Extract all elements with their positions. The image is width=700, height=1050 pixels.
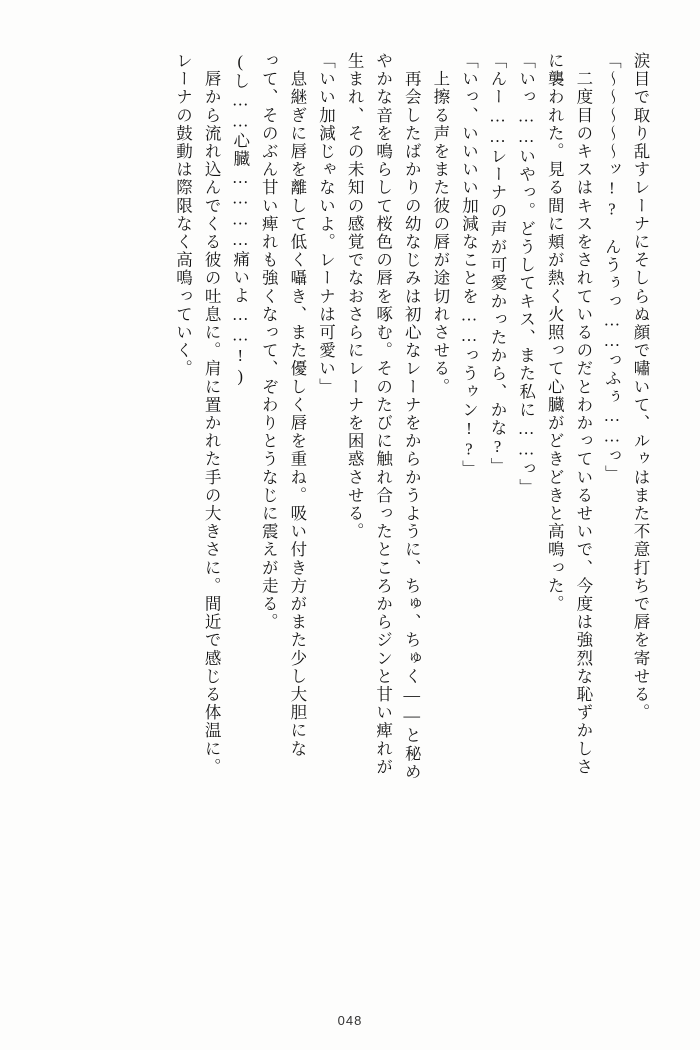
text-line: やかな音を鳴らして桜色の唇を啄む。そのたびに触れ合ったところからジンと甘い痺れが — [373, 52, 393, 776]
text-line: 上擦る声をまた彼の唇が途切れさせる。 — [430, 52, 450, 396]
text-line: って、そのぶん甘い痺れも強くなって、ぞわりとうなじに震えが走る。 — [259, 52, 279, 632]
text-line: (し……心臓…………痛いよ……!) — [230, 52, 250, 388]
text-line: 唇から流れ込んでくる彼の吐息に。肩に置かれた手の大きさに。間近で感じる体温に。 — [202, 52, 222, 776]
text-line: 二度目のキスはキスをされているのだとわかっているせいで、今度は強烈な恥ずかしさ — [573, 52, 593, 776]
text-line: 「んー……レーナの声が可愛かったから、かな?」 — [488, 52, 508, 476]
text-line: 「いっ……いやっ。どうしてキス、また私に……っ」 — [516, 52, 536, 497]
text-line: 「いっ、いいいい加減なことを……っうゥン!?」 — [459, 52, 479, 479]
text-line: 涙目で取り乱すレーナにそしらぬ顔で嘯いて、ルゥはまた不意打ちで唇を寄せる。 — [631, 52, 650, 722]
page-number: 048 — [337, 1013, 363, 1028]
text-line: 「〜〜〜〜〜ッ!? んうぅっ……っふぅ……っ」 — [602, 52, 622, 484]
text-line: 「いい加減じゃないよ。レーナは可愛い」 — [316, 52, 336, 396]
vertical-text-block — [52, 52, 648, 982]
text-line: 生まれ、その未知の感覚でなおさらにレーナを困惑させる。 — [345, 52, 365, 541]
text-line: に襲われた。見る間に頬が熱く火照って心臓がどきどきと高鳴った。 — [545, 52, 565, 614]
text-line: 息継ぎに唇を離して低く囁き、また優しく唇を重ね。吸い付き方がまた少し大胆にな — [287, 52, 307, 758]
text-line: 再会したばかりの幼なじみは初心なレーナをからかうように、ちゅ、ちゅく——と秘め — [402, 52, 422, 781]
text-line: レーナの鼓動は際限なく高鳴っていく。 — [173, 52, 193, 378]
